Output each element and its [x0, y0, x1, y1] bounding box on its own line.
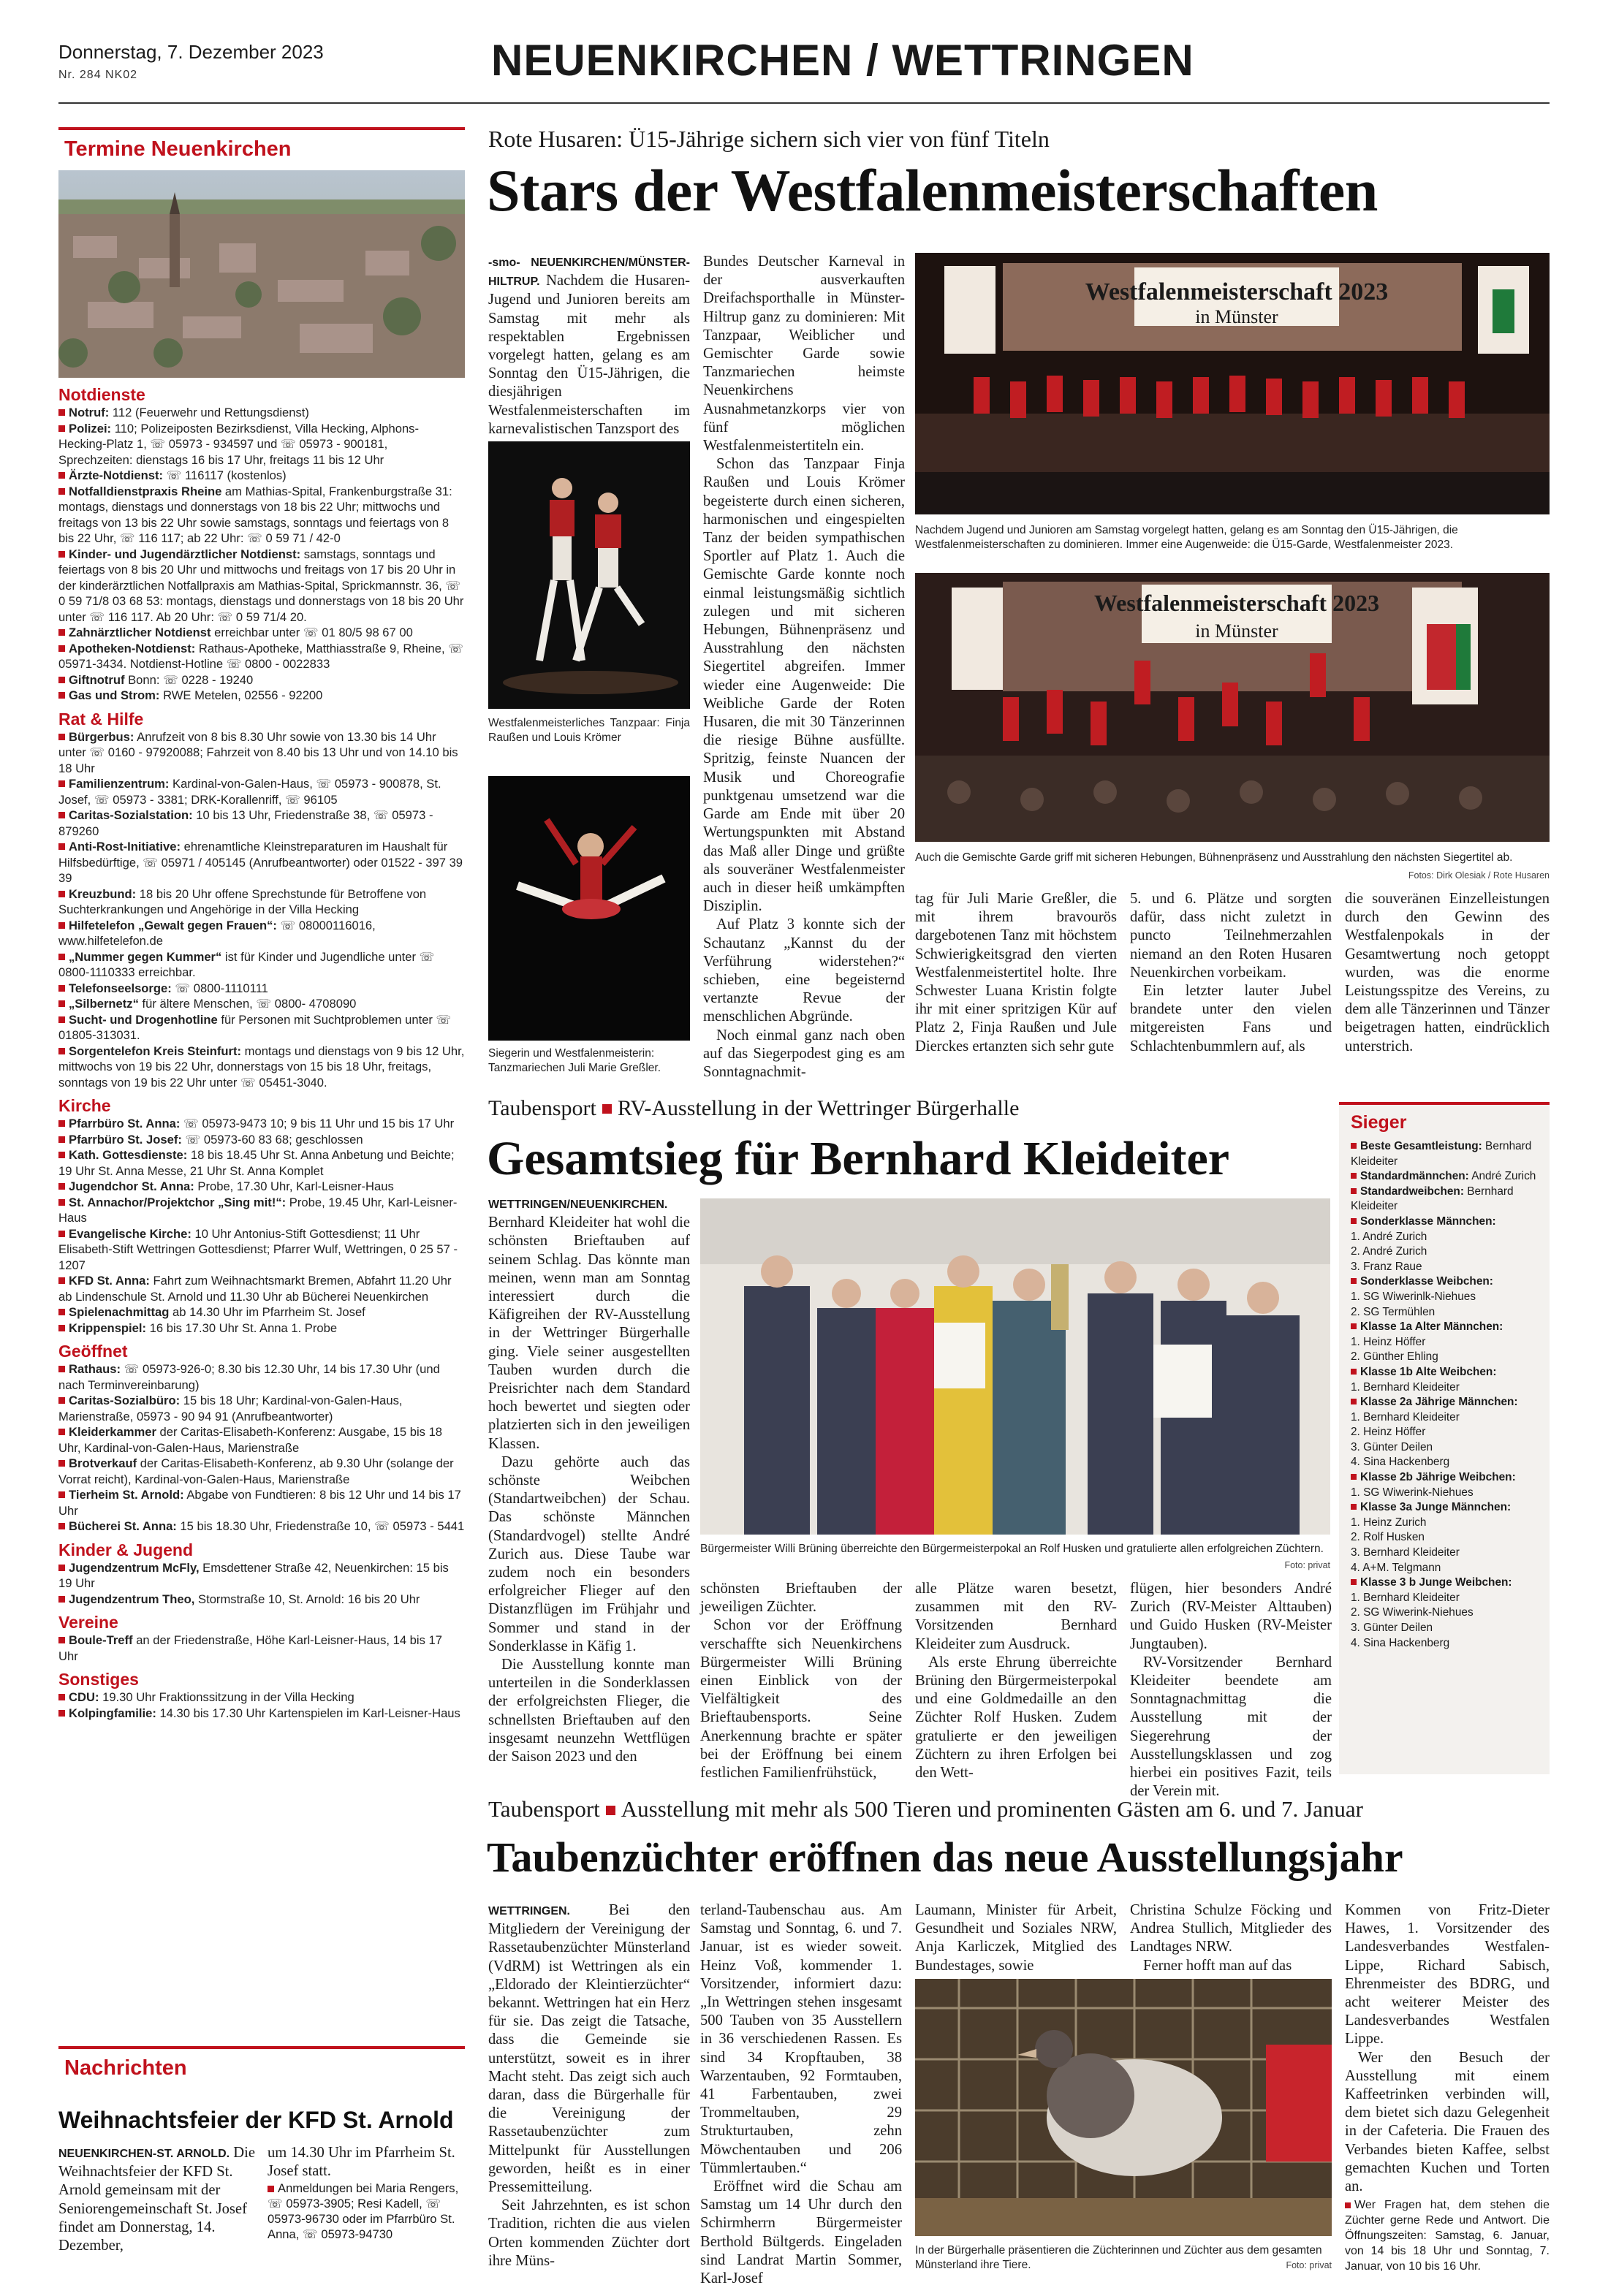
sidebar-entry: Caritas-Sozialbüro: 15 bis 18 Uhr; Kardinal-von-Galen-Haus, Marienstraße, 05973 - 90 94 91 (Anrufbeantworter): [58, 1394, 403, 1423]
sieger-entry: 1. SG Wiwerink-Niehues: [1351, 1486, 1474, 1499]
bullet-icon: [58, 1637, 65, 1643]
article2-col1: WETTRINGEN/NEUENKIRCHEN. Bernhard Kleideiter hat wohl die schönsten Brieftauben auf seinem Schlag. Das könnte man meinen, wenn man am Sonntag interessiert durch die Käfigreihen der RV-Ausstellung in der Wettringer Bürgerhalle ging. Viele seiner ausgestellten Tauben wurden durch die Preisrichter nach dem Standard hoch bewertet und siegten oder platzierten sich in den jeweiligen Klassen. Dazu gehörte auch das schönste Weibchen (Standartweibchen) der Schau. Das schönste Männchen (Standardvogel) stellte André Zurich aus. Diese Taube war zudem noch ein besonders erfolgreicher Flieger auf den Distanzflügen im Frühjahr und Sommer und stand in der Sonderklasse in Käfig 1. Die Ausstellung konnte man unterteilen in die Sonderklassen der erfolgreichsten Flieger, die schnellsten Brieftauben auf den insgesamt neunzehn Wettflügen der Saison 2023 und den: [488, 1198, 690, 1765]
bullet-icon: [1351, 1188, 1357, 1194]
article1-kicker: Rote Husaren: Ü15-Jährige sichern sich vier von fünf Titeln: [488, 126, 1050, 152]
bullet-icon: [1351, 1399, 1357, 1404]
nachrichten-title: Nachrichten: [58, 2046, 465, 2086]
bullet-icon: [58, 629, 65, 636]
sieger-entry: 3. Günter Deilen: [1351, 1622, 1433, 1634]
bullet-icon: [58, 1491, 65, 1498]
sieger-category: Klasse 1a Alter Männchen:: [1339, 1320, 1550, 1335]
bullet-icon: [1351, 1143, 1357, 1149]
bullet-icon: [58, 1152, 65, 1158]
nachrichten-dateline: NEUENKIRCHEN-ST. ARNOLD.: [58, 2148, 230, 2160]
sidebar-entry: Jugendchor St. Anna: Probe, 17.30 Uhr, Karl-Leisner-Haus: [58, 1179, 465, 1195]
sieger-category: Klasse 3a Junge Männchen:: [1339, 1500, 1550, 1516]
bullet-icon: [58, 1000, 65, 1007]
sidebar-entry: Kolpingfamilie: 14.30 bis 17.30 Uhr Kartenspielen im Karl-Leisner-Haus: [58, 1706, 465, 1722]
sieger-category: Klasse 2a Jährige Männchen:: [1339, 1395, 1550, 1410]
sidebar-entry: Sucht- und Drogenhotline für Personen mit Suchtproblemen unter ☏ 01805-313031.: [58, 1012, 452, 1042]
dance-pair-photo: [488, 441, 690, 709]
bullet-icon: [58, 954, 65, 960]
sieger-entry: 3. Bernhard Kleideiter: [1351, 1546, 1460, 1559]
sieger-category: Beste Gesamtleistung: Bernhard Kleideiter: [1351, 1140, 1532, 1168]
sidebar-entry: Kath. Gottesdienste: 18 bis 18.45 Uhr St. Anna Anbetung und Beichte; 19 Uhr St. Anna Messe, 21 Uhr St. Anna Komplet: [58, 1148, 455, 1178]
bullet-icon: [58, 551, 65, 558]
sieger-category: Sonderklasse Weibchen:: [1339, 1274, 1550, 1290]
article3-headline: Taubenzüchter eröffnen das neue Ausstellungsjahr: [487, 1833, 1403, 1881]
sidebar-groups: [58, 385, 465, 1721]
article3-col1: WETTRINGEN. Bei den Mitgliedern der Vereinigung der Rassetaubenzüchter Münsterland (VdRM) ist Wettringen als ein „Eldorado der Kleintierzüchter“ bekannt. Wettringen hat ein Herz für sie. Das zeigt die Tatsache, dass die Gemeinde sie unterstützt, soweit es in ihrer Macht steht. Das zeigt sich auch daran, dass die Bürgerhalle für die Vereinigung der Rassetaubenzüchter zum Mittelpunkt für Ausstellungen geworden, heißt es in einer Pressemitteilung. Seit Jahrzehnten, es ist schon Tradition, richten die aus vielen Orten kommenden Züchter dort ihre Müns-: [488, 1902, 690, 2269]
banner-text-2: Westfalenmeisterschaft 2023: [1093, 590, 1380, 616]
sieger-category: Klasse 2b Jährige Weibchen:: [1339, 1470, 1550, 1486]
photo-credit-2: Foto: privat: [1284, 1560, 1330, 1570]
sidebar-entry: Hilfetelefon „Gewalt gegen Frauen“: ☏ 08000116016, www.hilfetelefon.de: [58, 918, 376, 948]
sieger-category: Standardweibchen: Bernhard Kleideiter: [1351, 1185, 1514, 1213]
article2-headline: Gesamtsieg für Bernhard Kleideiter: [487, 1132, 1230, 1185]
sidebar-entry: Notfalldienstpraxis Rheine am Mathias-Spital, Frankenburgstraße 31: montags, dienstags und donnerstags von 18 bis 22 Uhr; mittwochs und freitags von 13 bis 22 Uhr sowie samstags, sonntags und feiertags von 8 bis 22 Uhr, ☏ 116 117; ab 22 Uhr: ☏ 0 59 71 / 42-0: [58, 484, 452, 545]
header-rule: [58, 102, 1550, 104]
article3-kicker: Taubensport Ausstellung mit mehr als 500 Tieren und prominenten Gästen am 6. und 7. Januar: [488, 1796, 1363, 1822]
sidebar-entry: Rathaus: ☏ 05973-926-0; 8.30 bis 12.30 Uhr, 14 bis 17.30 Uhr (und nach Terminvereinbarung): [58, 1362, 440, 1392]
bullet-icon: [58, 1460, 65, 1467]
bullet-icon: [58, 922, 65, 929]
sidebar-heading: Geöffnet: [58, 1342, 128, 1361]
bullet-icon: [58, 1710, 65, 1717]
bullet-icon: [1351, 1218, 1357, 1224]
bullet-icon: [58, 1016, 65, 1023]
sieger-box: [1339, 1102, 1550, 1774]
article1-col2: Bundes Deutscher Karneval in der ausverkauften Dreifachsporthalle in Münster-Hiltrup ganz zu dominieren: Mit Tanzpaar, Weiblicher und Gemischter Garde sowie Tanzmariechen heimste Neuenkirchens Ausnahmetanzkorps vier von fünf möglichen Westfalenmeistertiteln ein. Schon das Tanzpaar Finja Raußen und Louis Krömer begeisterte durch einen sicheren, harmonischen und eingespielten Tanz der beiden sympathischen Sportler auf Platz 1. Auch die Gemischte Garde konnte noch einmal leistungsmäßig sichtlich zulegen und mit sicheren Hebungen, Bühnenpräsenz und Ausstrahlung den nächsten Siegertitel abgreifen. Immer wieder eine Augenweide: Die Weibliche Garde der Roten Husaren, die mit 30 Tänzerinnen die riesige Bühne ausfüllte. Spritzig, feinste Nuancen der Musik und Choreografie punktgenau umsetzend war die Garde am Ende mit über 20 Wertungspunkten mit Abstand das Maß aller Dinge und grüßte als souveräner Westfalenmeister auch in dieser heiß umkämpften Disziplin. Auf Platz 3 konnte sich der Schautanz „Kannst du der Verführung widerstehen?“ schieben, eine begeisternd vertanzte Revue der menschlichen Abgründe. Noch einmal ganz nach oben auf das Siegerpodest ging es am Sonntagnachmit-: [703, 254, 905, 1080]
article2-col4: flügen, hier besonders André Zurich (RV-Meister Alttauben) und Guido Husken (RV-Meister Jungtauben). RV-Vorsitzender Bernhard Kleideiter beendete am Sonntagnachmittag die Ausstellung mit der Siegerehrung der Ausstellungsklassen und zog hierbei ein positives Fazit, teils der Verein mit.: [1130, 1581, 1332, 1800]
sieger-entry: 1. SG Wiwerinlk-Niehues: [1351, 1290, 1476, 1303]
sidebar-entry: Kleiderkammer der Caritas-Elisabeth-Konferenz: Ausgabe, 15 bis 18 Uhr, Kardinal-von-Galen-Haus, Marienstraße: [58, 1425, 443, 1455]
sidebar-entry: Tierheim St. Arnold: Abgabe von Fundtieren: 8 bis 12 Uhr und 14 bis 17 Uhr: [58, 1488, 461, 1518]
article3-col5: Kommen von Fritz-Dieter Hawes, 1. Vorsitzender des Landesverbandes Westfalen-Lippe, Richard Sabisch, Ehrenmeister des BDRG, und acht weiterer Meister des Landesverbandes Westfalen Lippe. Wer den Besuch der Ausstellung mit einem Kaffeetrinken verbinden will, dem bietet sich dazu Gelegenheit in der Cafeteria. Die Frauen des Verbandes bieten Kaffee, selbst gemachten Kuchen und Torten an. Wer Fragen hat, dem stehen die Züchter gerne Rede und Antwort. Die Öffnungszeiten: Samstag, 6. Januar, von 14 bis 18 Uhr und Sonntag, 7. Januar, von 10 bis 16 Uhr.: [1345, 1902, 1550, 2273]
sieger-entry: 4. Sina Hackenberg: [1351, 1636, 1450, 1649]
bullet-icon: [58, 1429, 65, 1435]
sidebar-heading: Sonstiges: [58, 1670, 139, 1689]
caption-pair: Westfalenmeisterliches Tanzpaar: Finja Raußen und Louis Krömer: [488, 717, 690, 744]
termine-sidebar: [58, 127, 465, 1721]
article2-col3: alle Plätze waren besetzt, zusammen mit den RV-Vorsitzenden Bernhard Kleideiter zum Ausdruck. Als erste Ehrung überreichte Brüning den Bürgermeisterpokal und eine Goldmedaille an den Züchter Rolf Husken. Zudem gratulierte er den jeweiligen Züchtern zu ihren Erfolgen bei den Wett-: [915, 1581, 1117, 1782]
caption-stage-2: Auch die Gemischte Garde griff mit sicheren Hebungen, Bühnenpräsenz und Ausstrahlung den nächsten Siegertitel ab.: [915, 851, 1513, 864]
sieger-entry: 2. SG Wiwerink-Niehues: [1351, 1606, 1474, 1619]
sidebar-entry: Apotheken-Notdienst: Rathaus-Apotheke, Matthiasstraße 9, Rheine, ☏ 05971-3434. Notdienst-Hotline ☏ 0800 - 0022833: [58, 641, 463, 671]
caption-award: Bürgermeister Willi Brüning überreichte den Bürgermeisterpokal an Rolf Husken und gratulierte allen erfolgreichen Züchtern.: [700, 1543, 1324, 1555]
bullet-icon: [58, 1397, 65, 1404]
sidebar-entry: Spielenachmittag ab 14.30 Uhr im Pfarrheim St. Josef: [58, 1304, 465, 1320]
bullet-icon: [58, 1277, 65, 1284]
sieger-title: Sieger: [1339, 1102, 1550, 1139]
sidebar-entry: KFD St. Anna: Fahrt zum Weihnachtsmarkt Bremen, Abfahrt 11.20 Uhr ab Lindenschule St. Arnold und 11.30 Uhr ab Bücherei Neuenkirchen: [58, 1274, 452, 1304]
sidebar-heading: Rat & Hilfe: [58, 709, 144, 729]
bullet-icon: [58, 985, 65, 992]
bullet-icon: [58, 1366, 65, 1372]
sidebar-entry: Jugendzentrum McFly, Emsdettener Straße 42, Neuenkirchen: 15 bis 19 Uhr: [58, 1560, 449, 1590]
bullet-icon: [58, 409, 65, 416]
bullet-icon: [58, 891, 65, 897]
bullet-icon: [1351, 1504, 1357, 1510]
sieger-entry: 1. Bernhard Kleideiter: [1351, 1591, 1460, 1604]
bullet-icon: [58, 1523, 65, 1529]
article1-col5: die souveränen Einzelleistungen durch den Gewinn des Westfalenpokals in der Gesamtwertung noch getoppt wurden, was die enorme Leistungsspitze des Vereins, zu dem alle Tänzerinnen und Tänzer beigetragen hatten, eindrücklich unterstrich.: [1345, 891, 1550, 1054]
nachrichten-block: [58, 2046, 465, 2261]
sidebar-entry: Bürgerbus: Anrufzeit von 8 bis 8.30 Uhr sowie von 13.30 bis 14 Uhr unter ☏ 0160 - 97920088; Fahrzeit von 8.40 bis 13 Uhr und von 14.10 bis 18 Uhr: [58, 729, 458, 775]
sidebar-entry: Jugendzentrum Theo, Stormstraße 10, St. Arnold: 16 bis 20 Uhr: [58, 1592, 465, 1608]
sieger-entry: 2. André Zurich: [1351, 1245, 1427, 1258]
town-aerial-photo: [58, 170, 465, 378]
issue-number: Nr. 284 NK02: [58, 69, 138, 81]
award-group-photo: [700, 1198, 1330, 1535]
bullet-icon: [58, 1596, 65, 1603]
sidebar-entry: Ärzte-Notdienst: ☏ 116117 (kostenlos): [58, 468, 465, 484]
sidebar-entry: Kreuzbund: 18 bis 20 Uhr offene Sprechstunde für Betroffene von Suchterkrankungen und Angehörige in der Villa Hecking: [58, 886, 427, 916]
bullet-icon: [58, 692, 65, 699]
sieger-entry: 4. A+M. Telgmann: [1351, 1561, 1441, 1574]
caption-stage-1: Nachdem Jugend und Junioren am Samstag vorgelegt hatten, gelang es am Sonntag den Ü15-Jährigen, die Westfalenmeisterschaften zu dominieren. Immer eine Augenweide: die Ü15-Garde, Westfalenmeister 2023.: [915, 524, 1458, 551]
sidebar-entry: Kinder- und Jugendärztlicher Notdienst: samstags, sonntags und feiertags von 8 bis 20 Uhr und mittwochs und freitags von 17 bis 20 Uhr in der kinderärztlichen Notfallpraxis am Mathias-Spital, Sprickmannstr. 36, ☏ 0 59 71/8 03 68 53: montags, dienstags und donnerstags von 18 bis 20 Uhr unter ☏ 116 117. Ab 20 Uhr: ☏ 0 59 71/4 20.: [58, 547, 464, 624]
sidebar-heading: Vereine: [58, 1613, 118, 1632]
article1-col3: tag für Juli Marie Greßler, die mit ihrem bravourös dargebotenen Tanz mit höchstem Schwierigkeitsgrad den vierten Westfalenmeistertitel holte. Ihre Schwester Luana Kristin folgte ihr mit einer spritzigen Kür auf Platz 2, Finja Raußen und Jule Dierckes ertanzten sich sehr gute: [915, 891, 1117, 1054]
sidebar-heading: Notdienste: [58, 385, 145, 404]
bullet-icon: [58, 812, 65, 818]
sidebar-entry: Caritas-Sozialstation: 10 bis 13 Uhr, Friedenstraße 38, ☏ 05973 - 879260: [58, 808, 433, 838]
sidebar-entry: Familienzentrum: Kardinal-von-Galen-Haus, ☏ 05973 - 900878, St. Josef, ☏ 05973 - 3381; DRK-Korallenriff, ☏ 96105: [58, 777, 441, 807]
sieger-entry: 2. SG Termühlen: [1351, 1305, 1436, 1318]
sidebar-entry: Gas und Strom: RWE Metelen, 02556 - 92200: [58, 688, 465, 704]
sidebar-entry: Brotverkauf der Caritas-Elisabeth-Konferenz, ab 9.30 Uhr (solange der Vorrat reicht), Kardinal-von-Galen-Haus, Marienstraße: [58, 1456, 454, 1486]
article3-col4: Christina Schulze Föcking und Andrea Stullich, Mitglieder des Landtages NRW. Ferner hofft man auf das: [1130, 1902, 1332, 1974]
sidebar-entry: Telefonseelsorge: ☏ 0800-1110111: [58, 981, 465, 997]
nachrichten-headline: Weihnachtsfeier der KFD St. Arnold: [58, 2107, 454, 2133]
garde-stage-photo-1: [915, 253, 1550, 514]
sidebar-entry: CDU: 19.30 Uhr Fraktionssitzung in der Villa Hecking: [58, 1689, 465, 1706]
sidebar-entry: „Nummer gegen Kummer“ ist für Kinder und Jugendliche unter ☏ 0800-1110333 erreichbar.: [58, 949, 435, 979]
sieger-category: Klasse 1b Alte Weibchen:: [1339, 1365, 1550, 1380]
pigeon-photo: [915, 1979, 1332, 2236]
caption-pigeon: In der Bürgerhalle präsentieren die Züchterinnen und Züchter aus dem gesamten Münsterland ihre Tiere.: [915, 2244, 1322, 2271]
bullet-icon: [1351, 1579, 1357, 1585]
banner-sub-2: in Münster: [1195, 620, 1278, 642]
sidebar-entry: Evangelische Kirche: 10 Uhr Antonius-Stift Gottesdienst; 11 Uhr Elisabeth-Stift Wettringen Gottesdienst; Pfarrer Wulf, Wettringen, 0 25 57 - 1207: [58, 1226, 458, 1272]
bullet-icon: [58, 1325, 65, 1331]
article2-kicker: Taubensport RV-Ausstellung in der Wettringer Bürgerhalle: [488, 1096, 1020, 1120]
sidebar-heading: Kinder & Jugend: [58, 1540, 194, 1559]
bullet-icon: [58, 780, 65, 787]
sieger-category: Standardmännchen: André Zurich: [1339, 1169, 1550, 1185]
article3-info: Wer Fragen hat, dem stehen die Züchter gerne Rede und Antwort. Die Öffnungszeiten: Samstag, 6. Januar, von 14 bis 18 Uhr und Sonntag, 7. Januar, von 10 bis 16 Uhr.: [1345, 2199, 1550, 2273]
article3-col2: terland-Taubenschau aus. Am Samstag und Sonntag, 6. und 7. Januar, ist es wieder soweit. Heinz Voß, kommender 1. Vorsitzender, informiert dazu: „In Wettringen stehen insgesamt 500 Tauben von 35 Ausstellern in 36 verschiedenen Rassen. Es sind 34 Kropftauben, 38 Warzentauben, 92 Formtauben, 41 Farbentauben, zwei Trommeltauben, 29 Strukturtauben, zehn Möwchentauben und 206 Tümmlertauben.“ Eröffnet wird die Schau am Samstag um 14 Uhr durch den Schirmherrn Bürgermeister Berthold Bültgerds. Eingeladen sind Landrat Martin Sommer, Karl-Josef: [700, 1902, 902, 2287]
photo-credit-1: Fotos: Dirk Olesiak / Rote Husaren: [1408, 870, 1550, 881]
bullet-icon: [58, 734, 65, 740]
bullet-icon: [58, 1048, 65, 1054]
sidebar-entry: Bücherei St. Anna: 15 bis 18.30 Uhr, Friedenstraße 10, ☏ 05973 - 5441: [58, 1518, 465, 1535]
bullet-icon: [1351, 1474, 1357, 1480]
bullet-icon: [58, 1183, 65, 1190]
bullet-icon: [58, 1694, 65, 1700]
garde-stage-photo-2: [915, 573, 1550, 842]
article3-col3: Laumann, Minister für Arbeit, Gesundheit und Soziales NRW, Anja Karliczek, Mitglied des Bundestages, sowie: [915, 1902, 1117, 1974]
sieger-entry: 2. Heinz Höffer: [1351, 1426, 1426, 1439]
sidebar-entry: Notruf: 112 (Feuerwehr und Rettungsdienst): [58, 405, 465, 421]
bullet-icon: [1351, 1173, 1357, 1179]
tanzmariechen-photo: [488, 776, 690, 1041]
bullet-icon: [58, 1309, 65, 1315]
sieger-entry: 2. Günther Ehling: [1351, 1350, 1438, 1364]
sieger-entry: 1. Bernhard Kleideiter: [1351, 1380, 1460, 1394]
sieger-entry: 4. Sina Hackenberg: [1351, 1456, 1450, 1469]
sidebar-entry: Boule-Treff an der Friedenstraße, Höhe Karl-Leisner-Haus, 14 bis 17 Uhr: [58, 1633, 442, 1663]
bullet-icon: [58, 1231, 65, 1237]
caption-solo: Siegerin und Westfalenmeisterin: Tanzmariechen Juli Marie Greßler.: [488, 1047, 661, 1074]
bullet-icon: [58, 488, 65, 495]
section-title: NEUENKIRCHEN / WETTRINGEN: [491, 36, 1194, 85]
article1-col4: 5. und 6. Plätze und sorgten dafür, dass nicht zuletzt in puncto Teilnehmerzahlen niemand an den Roten Husaren Neuenkirchen vorbeikam. Ein letzter lauter Jubel brandete unter den vielen mitgereisten Fans und Schlachtenbummlern auf, als: [1130, 891, 1332, 1054]
nachrichten-col2: um 14.30 Uhr im Pfarrheim St. Josef statt. Anmeldungen bei Maria Rengers, ☏ 05973-3905; Resi Kadell, ☏ 05973-96730 oder im Pfarrbüro St. Anna, ☏ 05973-94730: [268, 2145, 459, 2242]
nachrichten-col1: NEUENKIRCHEN-ST. ARNOLD. Die Weihnachtsfeier der KFD St. Arnold gemeinsam mit der Seniorengemeinschaft St. Josef findet am Donnerstag, 14. Dezember,: [58, 2145, 255, 2254]
article1-headline: Stars der Westfalenmeisterschaften: [487, 157, 1378, 224]
bullet-icon: [58, 1136, 65, 1143]
bullet-icon: [58, 1120, 65, 1127]
sieger-list: [1339, 1139, 1550, 1651]
sidebar-entry: Krippenspiel: 16 bis 17.30 Uhr St. Anna 1. Probe: [58, 1320, 465, 1337]
article1-col1: -smo- NEUENKIRCHEN/MÜNSTER-HILTRUP. Nachdem die Husaren-Jugend und Junioren bereits am Samstag mit mehr als respektablen Ergebnissen vorgelegt hatten, gelang es am Sonntag den Ü15-Jährigen, die diesjährigen Westfalenmeisterschaften im karnevalistischen Tanzsport des: [488, 256, 690, 437]
sidebar-heading: Kirche: [58, 1096, 111, 1115]
sidebar-entry: Pfarrbüro St. Josef: ☏ 05973-60 83 68; geschlossen: [58, 1132, 465, 1148]
sidebar-entry: Sorgentelefon Kreis Steinfurt: montags und dienstags von 9 bis 12 Uhr, mittwochs von 19 bis 22 Uhr, donnerstags von 15 bis 18 Uhr, freitags, sonntags von 19 bis 22 Uhr unter ☏ 05451-3040.: [58, 1044, 465, 1090]
bullet-icon: [58, 1565, 65, 1571]
banner-text-1: Westfalenmeisterschaft 2023: [1085, 278, 1389, 305]
sieger-entry: 1. Heinz Höffer: [1351, 1335, 1426, 1348]
sidebar-entry: „Silbernetz“ für ältere Menschen, ☏ 0800- 4708090: [58, 996, 465, 1012]
sieger-entry: 2. Rolf Husken: [1351, 1531, 1425, 1544]
sieger-entry: 1. Heinz Zurich: [1351, 1516, 1427, 1529]
sieger-entry: 3. Franz Raue: [1351, 1260, 1422, 1273]
bullet-icon: [58, 1199, 65, 1206]
banner-sub-1: in Münster: [1195, 306, 1278, 327]
sieger-entry: 1. Bernhard Kleideiter: [1351, 1410, 1460, 1423]
sidebar-entry: Giftnotruf Bonn: ☏ 0228 - 19240: [58, 672, 465, 688]
bullet-icon: [58, 677, 65, 683]
issue-date: Donnerstag, 7. Dezember 2023: [58, 41, 324, 63]
sidebar-title: Termine Neuenkirchen: [58, 127, 465, 167]
sidebar-entry: Pfarrbüro St. Anna: ☏ 05973-9473 10; 9 bis 11 Uhr und 15 bis 17 Uhr: [58, 1116, 465, 1132]
sidebar-entry: Polizei: 110; Polizeiposten Bezirksdienst, Villa Hecking, Alphons-Hecking-Platz 1, ☏ 05973 - 934597 und ☏ 05973 - 900181, Sprechzeiten: dienstags 16 bis 17 Uhr, freitags 11 bis 12 Uhr: [58, 421, 420, 467]
sidebar-entry: Zahnärztlicher Notdienst erreichbar unter ☏ 01 80/5 98 67 00: [58, 625, 465, 641]
bullet-icon: [58, 472, 65, 479]
bullet-icon: [58, 425, 65, 432]
article2-col2: schönsten Brieftauben der jeweiligen Züchter. Schon vor der Eröffnung verschaffte sich Neuenkirchens Bürgermeister Willi Brüning einen Einblick von der Vielfältigkeit des Brieftaubensports. Seine Anerkennung brachte er später bei der Eröffnung bei einem festlichen Familienfrühstück,: [700, 1581, 902, 1782]
sieger-entry: 3. Günter Deilen: [1351, 1440, 1433, 1453]
sidebar-entry: Anti-Rost-Initiative: ehrenamtliche Kleinstreparaturen im Haushalt für Hilfsbedürftige, ☏ 05971 / 405145 (Anrufbeantworter) oder 01522 - 397 39 39: [58, 840, 463, 885]
bullet-icon: [1351, 1278, 1357, 1284]
sieger-entry: 1. André Zurich: [1351, 1230, 1427, 1243]
bullet-icon: [1351, 1369, 1357, 1375]
bullet-icon: [58, 645, 65, 652]
sieger-category: Klasse 3 b Junge Weibchen:: [1339, 1575, 1550, 1591]
bullet-icon: [58, 843, 65, 850]
bullet-icon: [1351, 1323, 1357, 1329]
photo-credit-3: Foto: privat: [1286, 2260, 1332, 2270]
sidebar-entry: St. Annachor/Projektchor „Sing mit!“: Probe, 19.45 Uhr, Karl-Leisner-Haus: [58, 1195, 458, 1225]
sieger-category: Sonderklasse Männchen:: [1339, 1214, 1550, 1230]
